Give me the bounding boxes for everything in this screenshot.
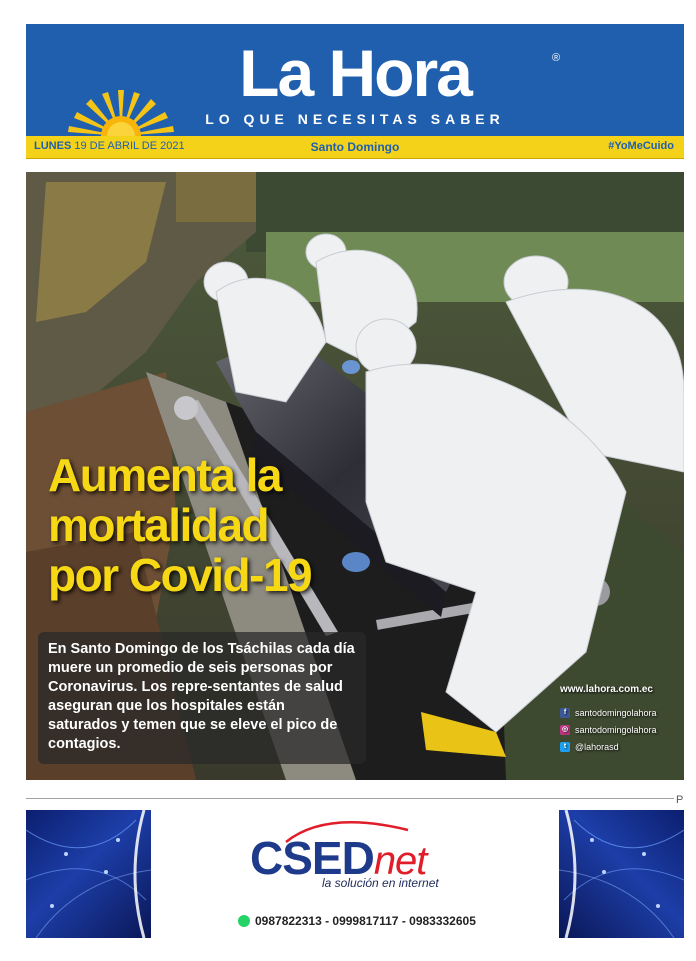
headline-line-1: Aumenta la — [48, 449, 281, 501]
headline-line-2: mortalidad — [48, 499, 269, 551]
instagram-icon: ◎ — [561, 725, 569, 733]
ad-left-graphic — [26, 810, 151, 938]
issue-weekday: LUNES — [34, 140, 72, 152]
ad-right-graphic — [559, 810, 684, 938]
masthead-tagline: LO QUE NECESITAS SABER — [205, 111, 505, 127]
registered-mark: ® — [552, 52, 561, 64]
twitter-icon: t — [560, 742, 570, 752]
whatsapp-icon — [238, 915, 250, 927]
ad-brand-net: net — [373, 839, 427, 883]
instagram-link[interactable] — [560, 721, 684, 738]
lead-photo — [26, 172, 684, 780]
hashtag: #YoMeCuido — [608, 140, 674, 152]
ad-phone-numbers — [238, 914, 476, 928]
page-marker: P — [676, 794, 684, 806]
headline-line-3: por Covid-19 — [48, 549, 312, 601]
newspaper-logo-title: La Hora — [239, 36, 471, 110]
facebook-handle: santodomingolahora — [575, 707, 657, 718]
facebook-link[interactable] — [560, 704, 684, 721]
section-divider — [26, 798, 674, 799]
social-links — [560, 684, 684, 755]
ad-phones-text: 0987822313 - 0999817117 - 0983332605 — [255, 914, 476, 928]
facebook-icon: f — [560, 708, 570, 718]
masthead — [26, 24, 684, 136]
website-link[interactable]: www.lahora.com.ec — [560, 684, 653, 695]
edition-city: Santo Domingo — [310, 140, 400, 154]
main-headline — [48, 450, 428, 600]
twitter-link[interactable] — [560, 738, 684, 755]
advertisement-banner[interactable] — [26, 810, 684, 938]
twitter-handle: @lahorasd — [575, 741, 619, 752]
network-pattern-left-icon — [26, 810, 151, 938]
story-summary: En Santo Domingo de los Tsáchilas cada día muere un promedio de seis personas por Coronavirus. Los repre-sentantes de salud aseguran que los hospitales están saturados y temen que se eleve el pico de contagios. — [38, 632, 366, 764]
network-pattern-right-icon — [559, 810, 684, 938]
instagram-handle: santodomingolahora — [575, 724, 657, 735]
ad-slogan: la solución en internet — [322, 876, 439, 890]
issue-date-rest: 19 DE ABRIL DE 2021 — [74, 140, 185, 152]
ad-brand-main: CSED — [250, 832, 374, 884]
dateline-bar — [26, 136, 684, 159]
